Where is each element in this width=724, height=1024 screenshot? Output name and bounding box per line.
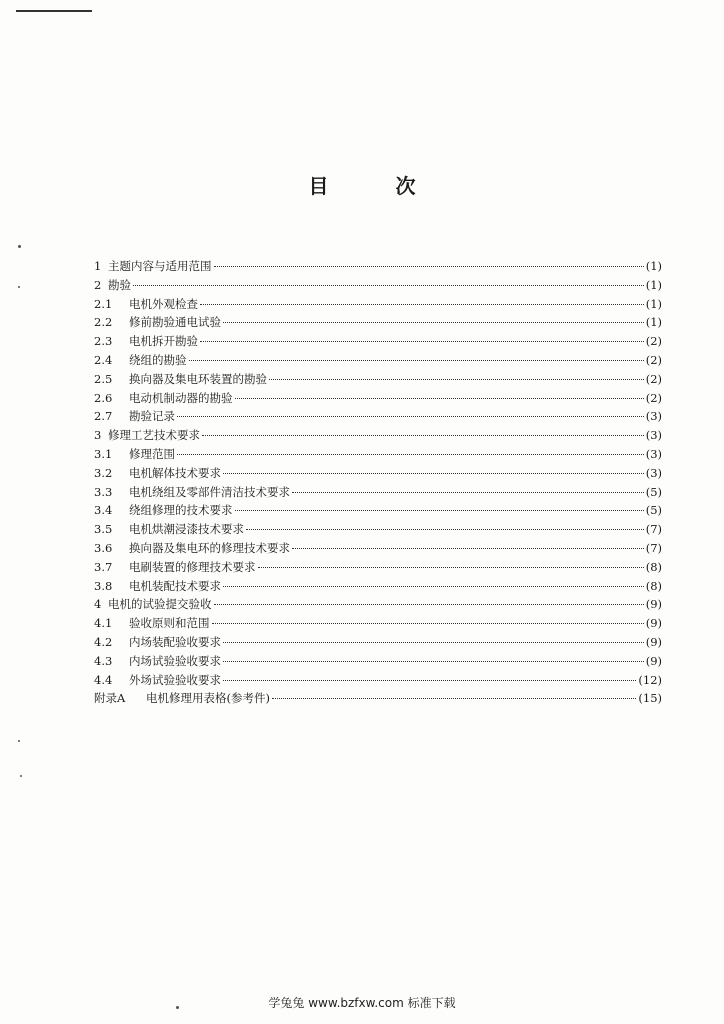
toc-entry-title: 验收原则和范围: [129, 616, 210, 631]
toc-dot-leader: [223, 473, 644, 474]
toc-entry-number: 3.2: [94, 465, 113, 480]
toc-entry-number: 附录A: [94, 691, 126, 706]
top-rule: [16, 10, 92, 12]
toc-entry: [94, 615, 662, 634]
toc-entry-page: (12): [638, 672, 662, 687]
table-of-contents: [94, 258, 662, 709]
toc-entry-number: 3.5: [94, 522, 113, 537]
toc-entry: [94, 277, 662, 296]
toc-dot-leader: [212, 623, 644, 624]
scan-speck: [176, 1006, 179, 1009]
toc-entry: [94, 690, 662, 709]
toc-entry: [94, 465, 662, 484]
toc-entry: [94, 296, 662, 315]
toc-entry-number: 3: [94, 428, 102, 443]
toc-entry-page: (7): [645, 522, 662, 537]
toc-entry-title: 电机绕组及零部件清洁技术要求: [129, 484, 290, 499]
toc-entry-title: 电机烘潮浸漆技术要求: [129, 522, 244, 537]
toc-dot-leader: [223, 586, 644, 587]
toc-entry-number: 2.5: [94, 371, 113, 386]
toc-entry: [94, 352, 662, 371]
toc-dot-leader: [202, 435, 644, 436]
toc-entry: [94, 484, 662, 503]
toc-entry: [94, 653, 662, 672]
toc-entry: [94, 446, 662, 465]
toc-entry-title: 修前勘验通电试验: [129, 315, 221, 330]
toc-entry-page: (3): [645, 446, 662, 461]
toc-dot-leader: [292, 492, 644, 493]
toc-entry: [94, 408, 662, 427]
toc-entry-page: (9): [645, 634, 662, 649]
toc-entry-number: 2.4: [94, 352, 113, 367]
toc-entry-number: 2.2: [94, 315, 113, 330]
toc-entry-page: (1): [645, 277, 662, 292]
toc-entry-title: 电机解体技术要求: [129, 465, 221, 480]
toc-entry-number: 3.4: [94, 503, 113, 518]
toc-entry-page: (2): [645, 371, 662, 386]
toc-entry-number: 3.3: [94, 484, 113, 499]
toc-entry: [94, 521, 662, 540]
toc-entry-title: 电动机制动器的勘验: [129, 390, 233, 405]
toc-entry: [94, 578, 662, 597]
toc-entry-page: (15): [638, 691, 662, 706]
toc-dot-leader: [223, 661, 644, 662]
toc-dot-leader: [235, 398, 644, 399]
toc-dot-leader: [223, 680, 636, 681]
toc-entry-title: 换向器及集电环的修理技术要求: [129, 540, 290, 555]
toc-dot-leader: [214, 266, 644, 267]
toc-entry: [94, 502, 662, 521]
scan-speck: [20, 775, 22, 777]
toc-entry-page: (8): [645, 559, 662, 574]
scan-speck: [18, 245, 21, 248]
toc-entry-page: (5): [645, 484, 662, 499]
toc-entry-number: 4.1: [94, 616, 113, 631]
toc-dot-leader: [292, 548, 644, 549]
toc-dot-leader: [200, 304, 644, 305]
toc-entry-page: (9): [645, 616, 662, 631]
toc-entry-title: 电机外观检查: [129, 296, 198, 311]
toc-entry-page: (2): [645, 352, 662, 367]
toc-entry-number: 3.7: [94, 559, 113, 574]
toc-entry-title: 修理范围: [129, 446, 175, 461]
toc-dot-leader: [133, 285, 644, 286]
toc-entry: [94, 634, 662, 653]
toc-dot-leader: [246, 529, 644, 530]
toc-entry-number: 2.1: [94, 296, 113, 311]
toc-entry-number: 2.3: [94, 334, 113, 349]
toc-entry-number: 3.6: [94, 540, 113, 555]
toc-entry-title: 绕组修理的技术要求: [129, 503, 233, 518]
toc-entry-number: 4.3: [94, 653, 113, 668]
toc-entry: [94, 559, 662, 578]
toc-entry: [94, 314, 662, 333]
footer-watermark: 学兔兔 www.bzfxw.com 标准下载: [268, 996, 456, 1010]
toc-entry-title: 换向器及集电环装置的勘验: [129, 371, 267, 386]
toc-entry-title: 主题内容与适用范围: [108, 259, 212, 273]
toc-entry-page: (2): [645, 334, 662, 349]
toc-entry-title: 电机的试验提交验收: [108, 597, 212, 612]
toc-dot-leader: [235, 510, 644, 511]
toc-dot-leader: [272, 698, 636, 699]
toc-entry-page: (9): [645, 597, 662, 612]
toc-entry-title: 电机装配技术要求: [129, 578, 221, 593]
toc-dot-leader: [269, 379, 644, 380]
toc-entry-title: 勘验: [108, 277, 131, 292]
scan-speck: [18, 740, 20, 742]
toc-entry-number: 1: [94, 259, 102, 273]
toc-entry-page: (9): [645, 653, 662, 668]
toc-entry-title: 电刷装置的修理技术要求: [129, 559, 256, 574]
toc-entry-number: 2.6: [94, 390, 113, 405]
toc-dot-leader: [223, 642, 644, 643]
toc-entry-page: (7): [645, 540, 662, 555]
toc-entry-title: 绕组的勘验: [129, 352, 187, 367]
toc-entry-page: (3): [645, 465, 662, 480]
toc-entry-number: 2.7: [94, 409, 113, 424]
toc-dot-leader: [258, 567, 644, 568]
toc-entry-page: (8): [645, 578, 662, 593]
toc-entry-page: (3): [645, 409, 662, 424]
toc-entry: [94, 371, 662, 390]
page-title: 目 次: [308, 174, 446, 198]
toc-entry-title: 内场试验验收要求: [129, 653, 221, 668]
toc-dot-leader: [223, 322, 644, 323]
toc-entry: [94, 596, 662, 615]
toc-entry-title: 电机修理用表格(参考件): [146, 691, 270, 706]
toc-entry-title: 电机拆开勘验: [129, 334, 198, 349]
toc-dot-leader: [214, 604, 644, 605]
toc-entry-number: 4.4: [94, 672, 113, 687]
toc-entry-number: 3.8: [94, 578, 113, 593]
toc-entry-title: 勘验记录: [129, 409, 175, 424]
toc-dot-leader: [189, 360, 644, 361]
toc-entry: [94, 540, 662, 559]
toc-entry-number: 3.1: [94, 446, 113, 461]
toc-entry-page: (2): [645, 390, 662, 405]
toc-dot-leader: [177, 416, 644, 417]
toc-entry-number: 4: [94, 597, 102, 612]
toc-entry-page: (1): [645, 296, 662, 311]
toc-entry-page: (1): [645, 315, 662, 330]
toc-entry: [94, 427, 662, 446]
toc-entry-title: 内场装配验收要求: [129, 634, 221, 649]
toc-entry-page: (3): [645, 428, 662, 443]
toc-entry: [94, 390, 662, 409]
toc-entry: [94, 672, 662, 691]
scan-speck: [18, 286, 20, 288]
toc-entry-title: 外场试验验收要求: [129, 672, 221, 687]
toc-entry-number: 4.2: [94, 634, 113, 649]
toc-entry-number: 2: [94, 277, 102, 292]
toc-entry: [94, 258, 662, 277]
toc-dot-leader: [200, 341, 644, 342]
toc-entry-title: 修理工艺技术要求: [108, 428, 200, 443]
toc-entry-page: (1): [645, 259, 662, 273]
toc-entry: [94, 333, 662, 352]
toc-entry-page: (5): [645, 503, 662, 518]
toc-dot-leader: [177, 454, 644, 455]
